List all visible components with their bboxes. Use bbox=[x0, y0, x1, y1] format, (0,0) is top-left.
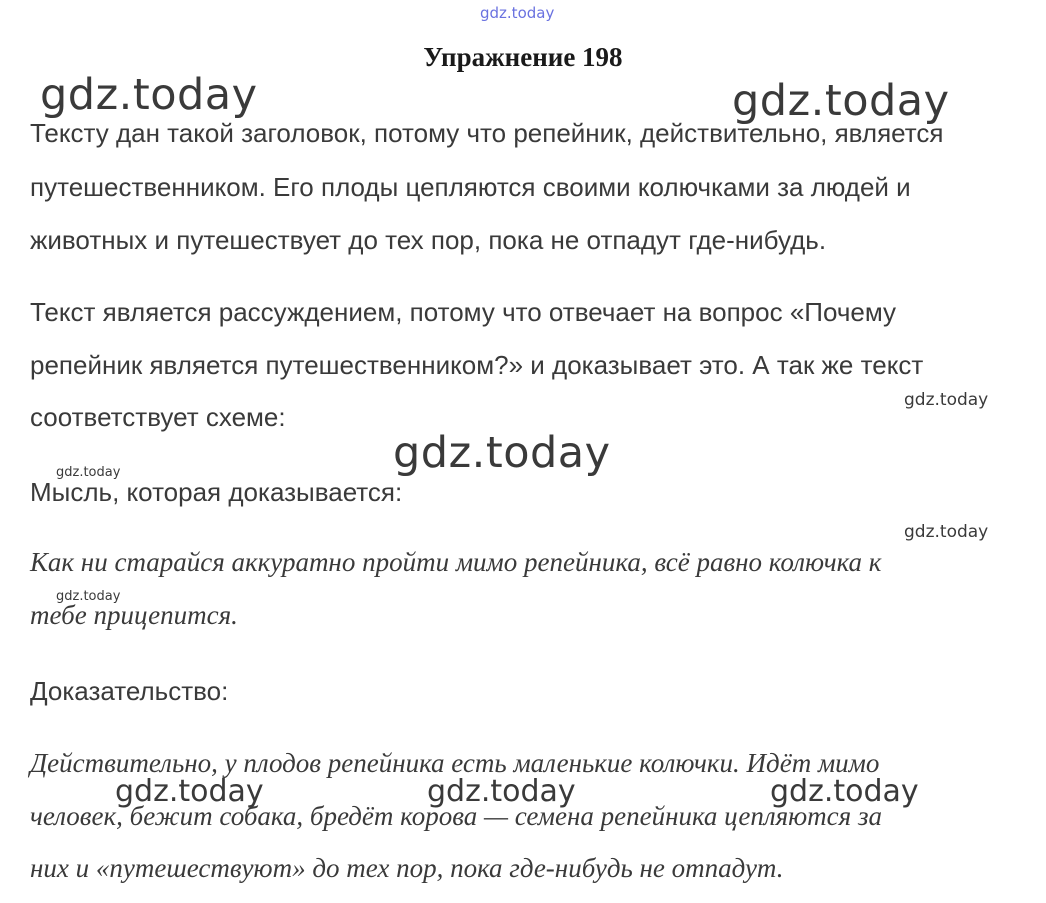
watermark-bottom-1: gdz.today bbox=[115, 774, 264, 809]
watermark-left-xs-1: gdz.today bbox=[56, 465, 121, 480]
paragraph1-line-3: животных и путешествует до тех пор, пока не отпадут где-нибудь. bbox=[30, 225, 827, 255]
proof-label: Доказательство: bbox=[30, 676, 229, 706]
paragraph1-line-1: Тексту дан такой заголовок, потому что репейник, действительно, является bbox=[30, 118, 944, 148]
thesis-line-2: тебе прицепится. bbox=[30, 600, 238, 630]
watermark-right-small-1: gdz.today bbox=[904, 390, 989, 410]
watermark-top: gdz.today bbox=[480, 4, 555, 22]
paragraph2-line-3: соответствует схеме: bbox=[30, 402, 286, 432]
paragraph1-line-2: путешественником. Его плоды цепляются своими колючками за людей и bbox=[30, 172, 911, 202]
watermark-bottom-2: gdz.today bbox=[427, 774, 576, 809]
paragraph2-line-1: Текст является рассуждением, потому что отвечает на вопрос «Почему bbox=[30, 297, 897, 327]
exercise-title: Упражнение 198 bbox=[423, 42, 623, 72]
watermark-right-small-2: gdz.today bbox=[904, 522, 989, 542]
watermark-left-large: gdz.today bbox=[40, 70, 258, 120]
paragraph2-line-2: репейник является путешественником?» и доказывает это. А так же текст bbox=[30, 350, 924, 380]
watermark-left-xs-2: gdz.today bbox=[56, 589, 121, 604]
thesis-line-1: Как ни старайся аккуратно пройти мимо репейника, всё равно колючка к bbox=[30, 547, 882, 577]
watermark-right-large: gdz.today bbox=[732, 76, 950, 126]
proof-line-2: человек, бежит собака, бредёт корова — семена репейника цепляются за bbox=[30, 801, 883, 831]
thesis-label: Мысль, которая доказывается: bbox=[30, 477, 403, 507]
proof-line-1: Действительно, у плодов репейника есть маленькие колючки. Идёт мимо bbox=[30, 748, 880, 778]
proof-line-3: них и «путешествуют» до тех пор, пока где-нибудь не отпадут. bbox=[30, 853, 784, 883]
watermark-center-large: gdz.today bbox=[393, 428, 611, 478]
watermark-bottom-3: gdz.today bbox=[770, 774, 919, 809]
